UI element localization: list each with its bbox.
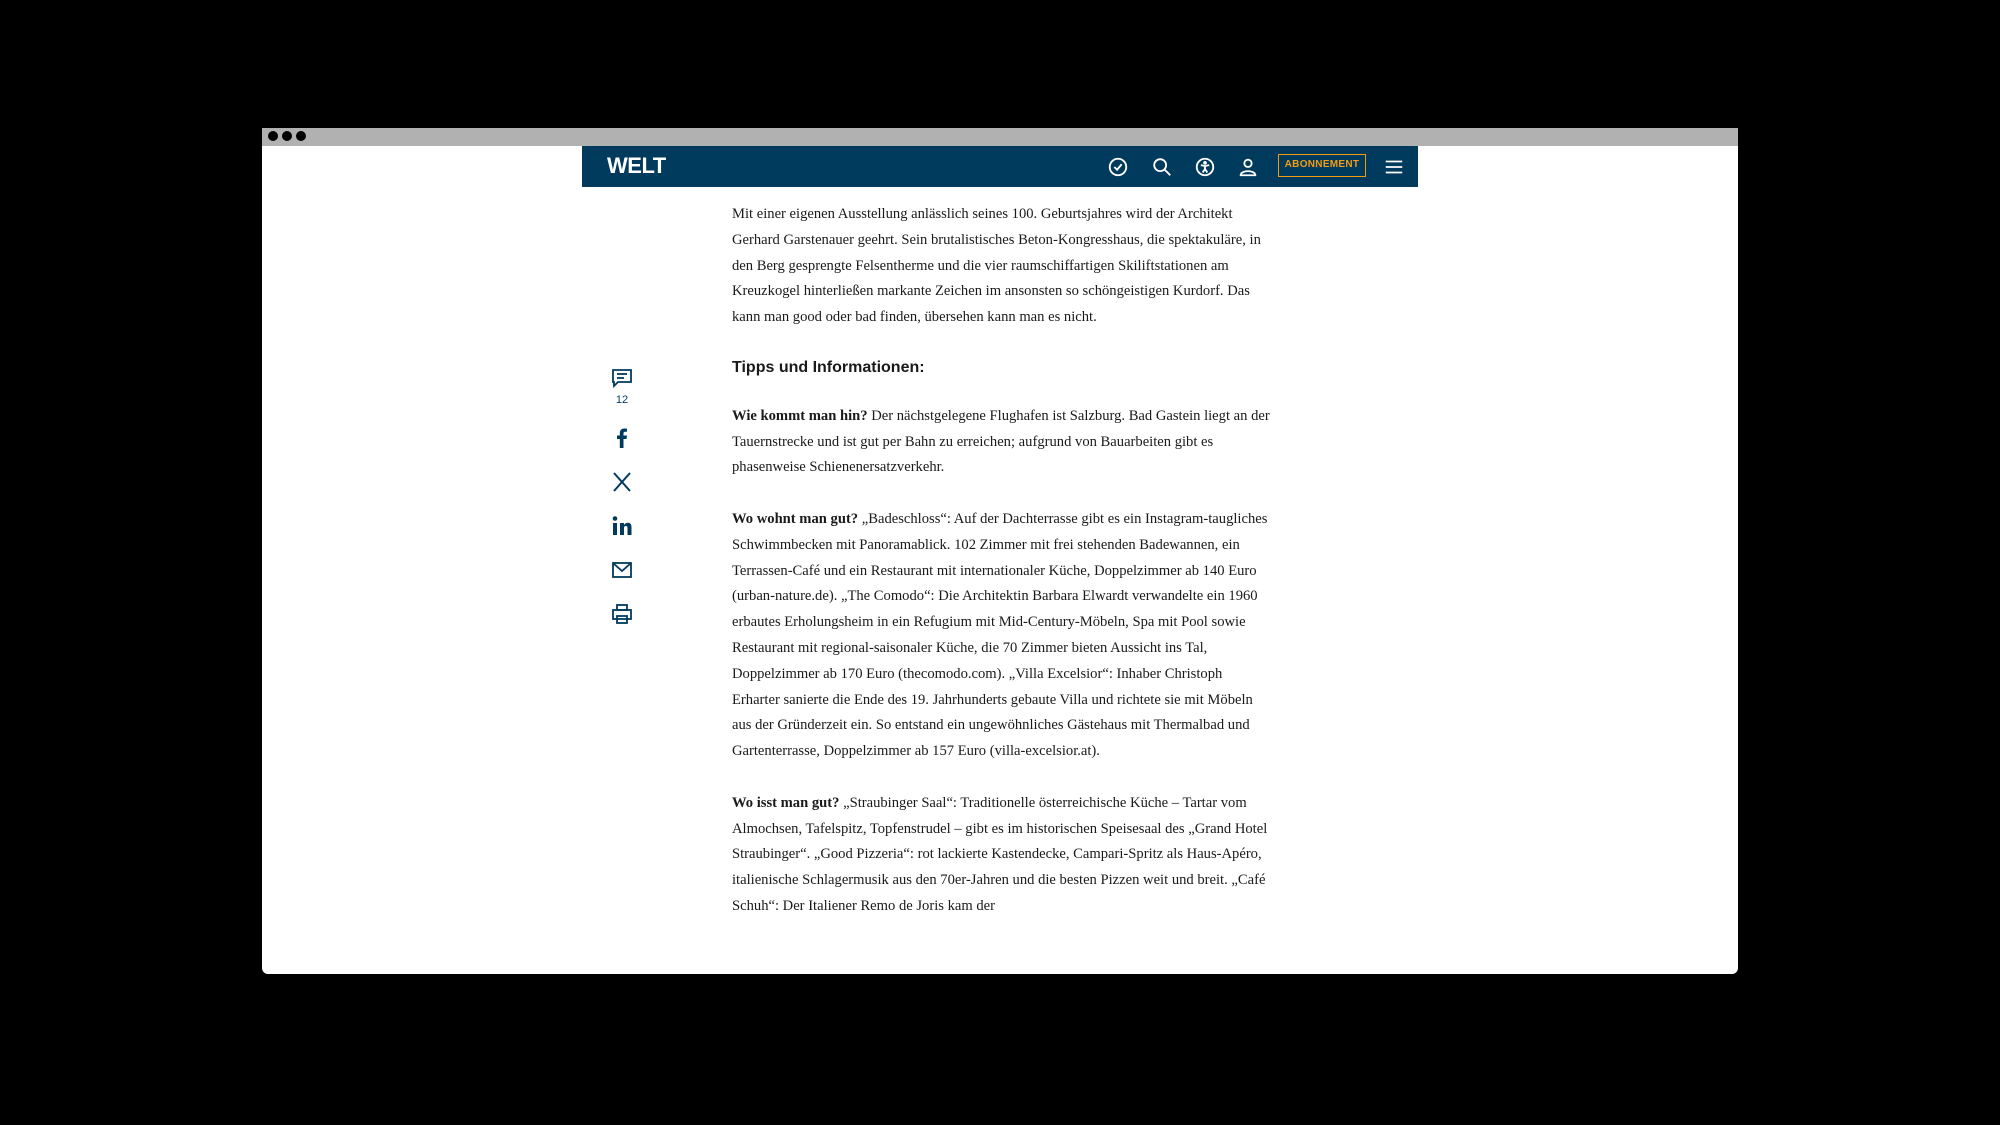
paragraph-label: Wo isst man gut? <box>732 794 840 811</box>
clock-icon[interactable] <box>1107 156 1129 178</box>
comment-icon[interactable] <box>610 366 634 390</box>
window-dot-minimize[interactable] <box>282 131 292 141</box>
accessibility-icon[interactable] <box>1194 156 1216 178</box>
article-paragraph: Mit einer eigenen Ausstellung anlässlich seines 100. Geburtsjahres wird der Architekt Gerhard Garstenauer geehrt. Sein brutalistisches Beton-Kongresshaus, die spektakuläre, in den Berg gesprengte Felsentherme und die vier raumschiffartigen Skiliftstationen am Kreuzkogel hinterließen markante Zeichen im ansonsten so schöngeistigen Kurdorf. Das kann man good oder bad finden, übersehen kann man es nicht. <box>732 206 1261 326</box>
x-icon[interactable] <box>610 470 634 494</box>
site-header <box>582 146 1418 187</box>
paragraph-label: Wo wohnt man gut? <box>732 510 859 527</box>
article-body <box>732 202 1272 946</box>
subscribe-button[interactable]: ABONNEMENT <box>1278 154 1366 177</box>
mail-icon[interactable] <box>610 558 634 582</box>
article-subheading: Tipps und Informationen: <box>732 358 925 376</box>
search-icon[interactable] <box>1151 156 1173 178</box>
news-site <box>582 146 1418 974</box>
paragraph-text: „Straubinger Saal“: Traditionelle österreichische Küche – Tartar vom Almochsen, Tafelspitz, Topfenstrudel – gibt es im historischen Speisesaal des „Grand Hotel Straubinger“. „Good Pizzeria“: rot lackierte Kastendecke, Campari-Spritz als Haus-Apéro, italienische Schlagermusik aus den 70er-Jahren und die besten Pizzen weit und breit. „Café Schuh“: Der Italiener Remo de Joris kam der <box>732 794 1268 914</box>
user-icon[interactable] <box>1237 156 1259 178</box>
paragraph-text: Der nächstgelegene Flughafen ist Salzburg. Bad Gastein liegt an der Tauernstrecke und ist gut per Bahn zu erreichen; aufgrund von Bauarbeiten gibt es phasenweise Schienenersatzverkehr. <box>732 407 1270 476</box>
browser-window <box>262 128 1738 974</box>
window-controls <box>268 131 306 141</box>
window-dot-maximize[interactable] <box>296 131 306 141</box>
window-dot-close[interactable] <box>268 131 278 141</box>
menu-icon[interactable] <box>1383 156 1405 178</box>
paragraph-text: „Badeschloss“: Auf der Dachterrasse gibt es ein Instagram-taugliches Schwimmbecken mit Panoramablick. 102 Zimmer mit frei stehenden Badewannen, ein Terrassen-Café und ein Restaurant mit internationaler Küche, Doppelzimmer ab 140 Euro (urban-nature.de). „The Comodo“: Die Architektin Barbara Elwardt verwandelte ein 1960 erbautes Erholungsheim in ein Refugium mit Mid-Century-Möbeln, Spa mit Pool sowie Restaurant mit regional-saisonaler Küche, die 70 Zimmer bieten Aussicht ins Tal, Doppelzimmer ab 170 Euro (thecomodo.com). „Villa Excelsior“: Inhaber Christoph Erharter sanierte die Ende des 19. Jahrhunderts gebaute Villa und richtete sie mit Möbeln aus der Gründerzeit ein. So entstand ein ungewöhnliches Gästehaus mit Thermalbad und Gartenterrasse, Doppelzimmer ab 157 Euro (villa-excelsior.at). <box>732 510 1268 760</box>
comment-count[interactable]: 12 <box>615 394 629 406</box>
window-titlebar <box>262 128 1738 146</box>
article-paragraph <box>732 507 1272 765</box>
article-paragraph <box>732 791 1272 920</box>
article-paragraph <box>732 404 1272 481</box>
paragraph-label: Wie kommt man hin? <box>732 407 868 424</box>
print-icon[interactable] <box>610 602 634 626</box>
welt-logo[interactable]: WELT <box>607 153 666 178</box>
linkedin-icon[interactable] <box>610 514 634 538</box>
facebook-icon[interactable] <box>610 426 634 450</box>
